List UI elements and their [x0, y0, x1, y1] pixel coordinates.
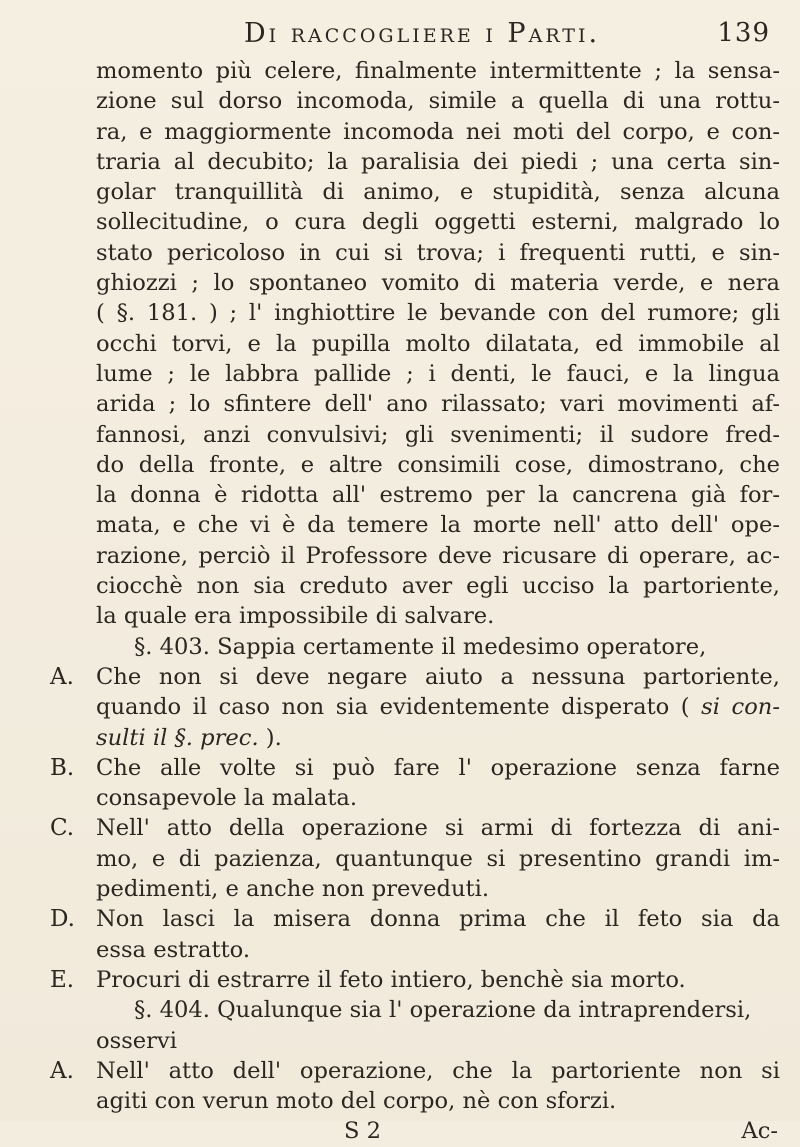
line-text: razione, perciò il Professore deve ricusare di operare, ac-	[96, 542, 780, 569]
text-line	[96, 238, 780, 268]
text-line	[96, 450, 780, 480]
text-line	[50, 904, 780, 934]
page-number: 139	[717, 18, 770, 48]
text-line	[96, 1086, 780, 1116]
line-text: §. 403. Sappia certamente il medesimo operatore,	[134, 633, 707, 660]
catchword: Ac-	[741, 1118, 778, 1145]
line-text: la donna è ridotta all' estremo per la cancrena già for-	[96, 482, 780, 509]
text-line	[96, 268, 780, 298]
line-italic: si con-	[701, 694, 780, 721]
running-title: Di raccogliere i Parti.	[244, 18, 601, 49]
line-text: Nell' atto dell' operazione, che la partoriente non si	[96, 1057, 780, 1084]
text-line	[50, 1056, 780, 1086]
line-text: Nell' atto della operazione si armi di fortezza di ani-	[96, 815, 780, 842]
text-line	[50, 662, 780, 692]
list-marker: A.	[50, 663, 74, 690]
page-header	[96, 14, 780, 54]
line-text: zione sul dorso incomoda, simile a quella di una rottu-	[96, 88, 780, 115]
text-line	[96, 56, 780, 86]
line-text: ghiozzi ; lo spontaneo vomito di materia verde, e nera	[96, 270, 780, 297]
text-line	[96, 935, 780, 965]
line-text: §. 404. Qualunque sia l' operazione da intraprendersi,	[134, 997, 752, 1024]
line-text: ciocchè non sia creduto aver egli ucciso la partoriente,	[96, 573, 780, 600]
text-line	[96, 389, 780, 419]
list-marker: E.	[50, 966, 75, 993]
line-text: mo, e di pazienza, quantunque si presentino grandi im-	[96, 845, 780, 872]
line-text: Procuri di estrarre il feto intiero, benchè sia morto.	[96, 966, 686, 993]
text-line	[50, 965, 780, 995]
body-text	[50, 56, 780, 1147]
line-text: ra, e maggiormente incomoda nei moti del corpo, e con-	[96, 118, 780, 145]
line-text: fannosi, anzi convulsivi; gli svenimenti; il sudore fred-	[96, 421, 780, 448]
line-text: Che alle volte si può fare l' operazione senza farne	[96, 754, 780, 781]
line-text: stato pericoloso in cui si trova; i frequenti rutti, e sin-	[96, 239, 780, 266]
text-line	[96, 177, 780, 207]
text-line	[96, 601, 780, 631]
text-line	[96, 995, 780, 1025]
line-text: ( §. 181. ) ; l' inghiottire le bevande con del rumore; gli	[96, 300, 780, 327]
line-text: do della fronte, e altre consimili cose, dimostrano, che	[96, 451, 780, 478]
line-text: momento più celere, finalmente intermittente ; la sensa-	[96, 58, 780, 84]
signature-mark: S 2	[344, 1118, 382, 1145]
line-text: osservi	[96, 1027, 177, 1054]
line-italic: sulti il §. prec.	[96, 724, 259, 751]
text-line	[96, 541, 780, 571]
text-line	[96, 298, 780, 328]
line-text: occhi torvi, e la pupilla molto dilatata, ed immobile al	[96, 330, 780, 357]
text-line	[96, 329, 780, 359]
text-line	[96, 510, 780, 540]
line-text: essa estratto.	[96, 936, 251, 963]
text-line	[96, 692, 780, 722]
text-line	[96, 86, 780, 116]
line-text: agiti con verun moto del corpo, nè con sforzi.	[96, 1088, 617, 1115]
list-marker: A.	[50, 1057, 74, 1084]
text-line	[96, 874, 780, 904]
text-line	[96, 359, 780, 389]
line-text: Che non si deve negare aiuto a nessuna partoriente,	[96, 663, 780, 690]
text-line	[96, 207, 780, 237]
text-line	[96, 571, 780, 601]
line-text-after: ).	[258, 724, 282, 751]
text-line	[96, 632, 780, 662]
line-text: golar tranquillità di animo, e stupidità, senza alcuna	[96, 179, 780, 206]
text-line	[96, 1026, 780, 1056]
list-marker: C.	[50, 815, 75, 842]
text-line	[96, 147, 780, 177]
line-text: la quale era impossibile di salvare.	[96, 603, 495, 630]
line-text: consapevole la malata.	[96, 785, 358, 812]
line-text: Non lasci la misera donna prima che il feto sia da	[96, 906, 780, 933]
text-line	[96, 844, 780, 874]
text-line	[96, 723, 780, 753]
text-line	[96, 420, 780, 450]
line-text: arida ; lo sfintere dell' ano rilassato; vari movimenti af-	[96, 391, 780, 418]
text-line	[96, 480, 780, 510]
text-line	[50, 813, 780, 843]
line-text: quando il caso non sia evidentemente disperato (	[96, 694, 702, 721]
list-marker: B.	[50, 754, 75, 781]
list-marker: D.	[50, 906, 75, 933]
line-text: mata, e che vi è da temere la morte nell' atto dell' ope-	[96, 512, 780, 539]
line-text: traria al decubito; la paralisia dei piedi ; una certa sin-	[96, 148, 780, 175]
line-text: lume ; le labbra pallide ; i denti, le fauci, e la lingua	[96, 360, 780, 387]
text-line	[96, 117, 780, 147]
text-line	[50, 753, 780, 783]
text-line	[96, 783, 780, 813]
line-text: sollecitudine, o cura degli oggetti esterni, malgrado lo	[96, 209, 780, 236]
line-text: pedimenti, e anche non preveduti.	[96, 876, 490, 903]
